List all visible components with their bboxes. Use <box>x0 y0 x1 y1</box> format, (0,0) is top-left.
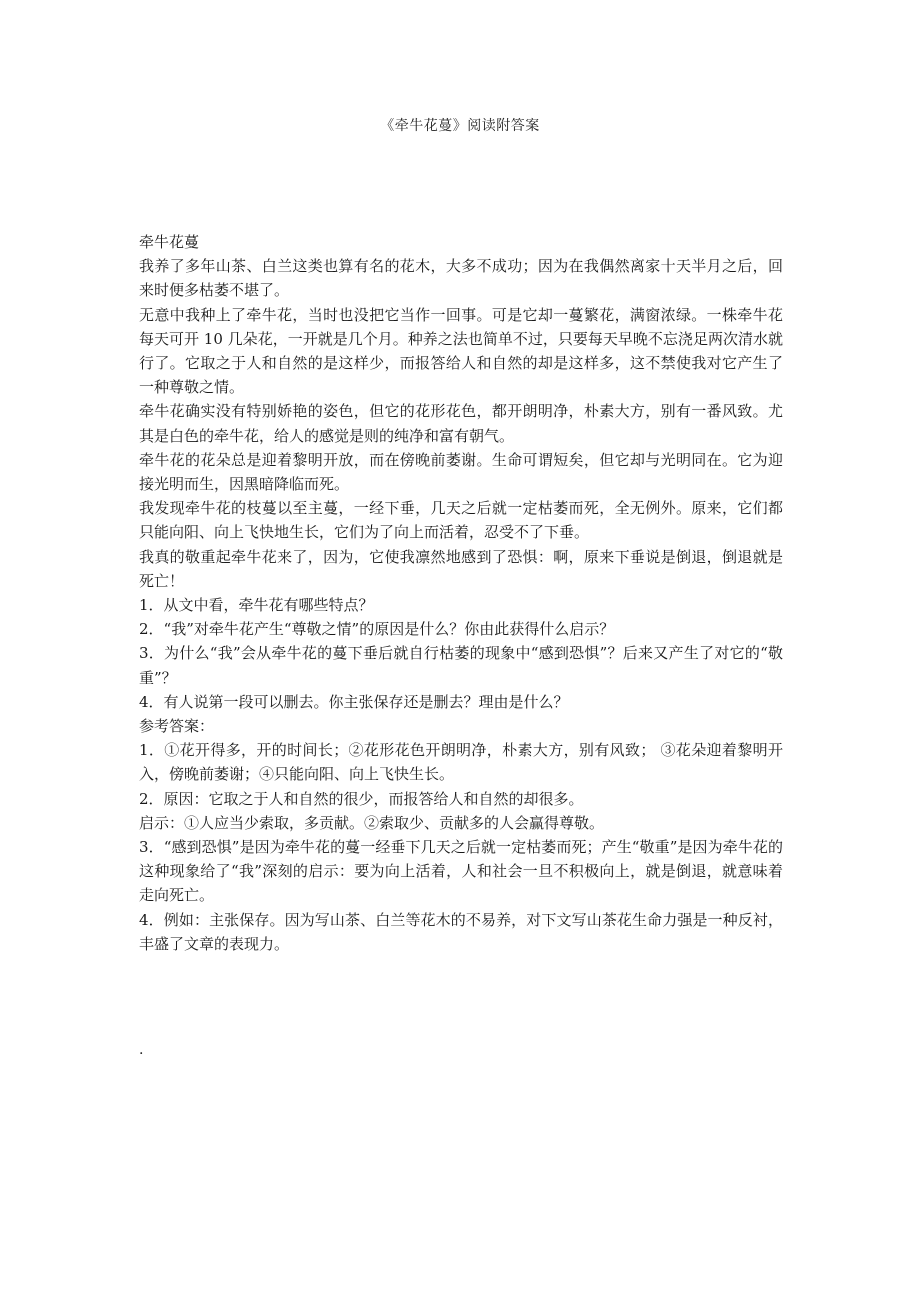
question-4: 4．有人说第一段可以删去。你主张保存还是删去？理由是什么？ <box>139 692 569 711</box>
question-3: 3．为什么“我”会从牵牛花的蔓下垂后就自行枯萎的现象中“感到恐惧”？后来又产生了对它的“敬重”？ <box>139 644 783 687</box>
article-paragraph-1: 我养了多年山茶、白兰这类也算有名的花木，大多不成功；因为在我偶然离家十天半月之后，回来时便多枯萎不堪了。 <box>139 257 783 300</box>
article-heading: 牵牛花蔓 <box>139 233 200 251</box>
answers-heading: 参考答案： <box>139 717 215 736</box>
answer-3: 3．“感到恐惧”是因为牵牛花的蔓一经垂下几天之后就一定枯萎而死；产生“敬重”是因为牵牛花的这种现象给了“我”深刻的启示：要为向上活着，人和社会一旦不积极向上，就是倒退，就意味着走向死亡。 <box>139 838 783 905</box>
article-paragraph-6: 我真的敬重起牵牛花来了，因为，它使我凛然地感到了恐惧：啊，原来下垂说是倒退，倒退就是死亡！ <box>139 547 783 590</box>
document-body <box>139 230 783 956</box>
article-paragraph-5: 我发现牵牛花的枝蔓以至主蔓，一经下垂，几天之后就一定枯萎而死，全无例外。原来，它们都只能向阳、向上飞快地生长，它们为了向上而活着，忍受不了下垂。 <box>139 499 783 542</box>
end-mark: . <box>139 1042 144 1058</box>
article-paragraph-2: 无意中我种上了牵牛花，当时也没把它当作一回事。可是它却一蔓繁花，满窗浓绿。一株牵牛花每天可开 10 几朵花，一开就是几个月。种养之法也简单不过，只要每天早晚不忘浇足两次清水就行了。它取之于人和自然的是这样少，而报答给人和自然的却是这样多，这不禁使我对它产生了一种尊敬之情。 <box>139 305 783 397</box>
answer-4: 4．例如：主张保存。因为写山茶、白兰等花木的不易养，对下文写山茶花生命力强是一种反衬，丰盛了文章的表现力。 <box>139 910 783 953</box>
document-title: 《牵牛花蔓》阅读附答案 <box>380 118 540 134</box>
question-2: 2．“我”对牵牛花产生“尊敬之情”的原因是什么？你由此获得什么启示？ <box>139 620 615 639</box>
question-1: 1．从文中看，牵牛花有哪些特点？ <box>139 596 374 615</box>
article-paragraph-4: 牵牛花的花朵总是迎着黎明开放，而在傍晚前萎谢。生命可谓短矣，但它却与光明同在。它为迎接光明而生，因黑暗降临而死。 <box>139 450 783 494</box>
answer-1: 1．①花开得多，开的时间长；②花形花色开朗明净，朴素大方，别有风致； ③花朵迎着黎明开入，傍晚前萎谢；④只能向阳、向上飞快生长。 <box>139 741 783 784</box>
answer-2-insight: 启示：①人应当少索取，多贡献。②索取少、贡献多的人会赢得尊敬。 <box>139 813 605 832</box>
answer-2: 2．原因：它取之于人和自然的很少，而报答给人和自然的却很多。 <box>139 789 584 808</box>
article-paragraph-3: 牵牛花确实没有特别娇艳的姿色，但它的花形花色，都开朗明净，朴素大方，别有一番风致。尤其是白色的牵牛花，给人的感觉是则的纯净和富有朝气。 <box>139 402 783 445</box>
